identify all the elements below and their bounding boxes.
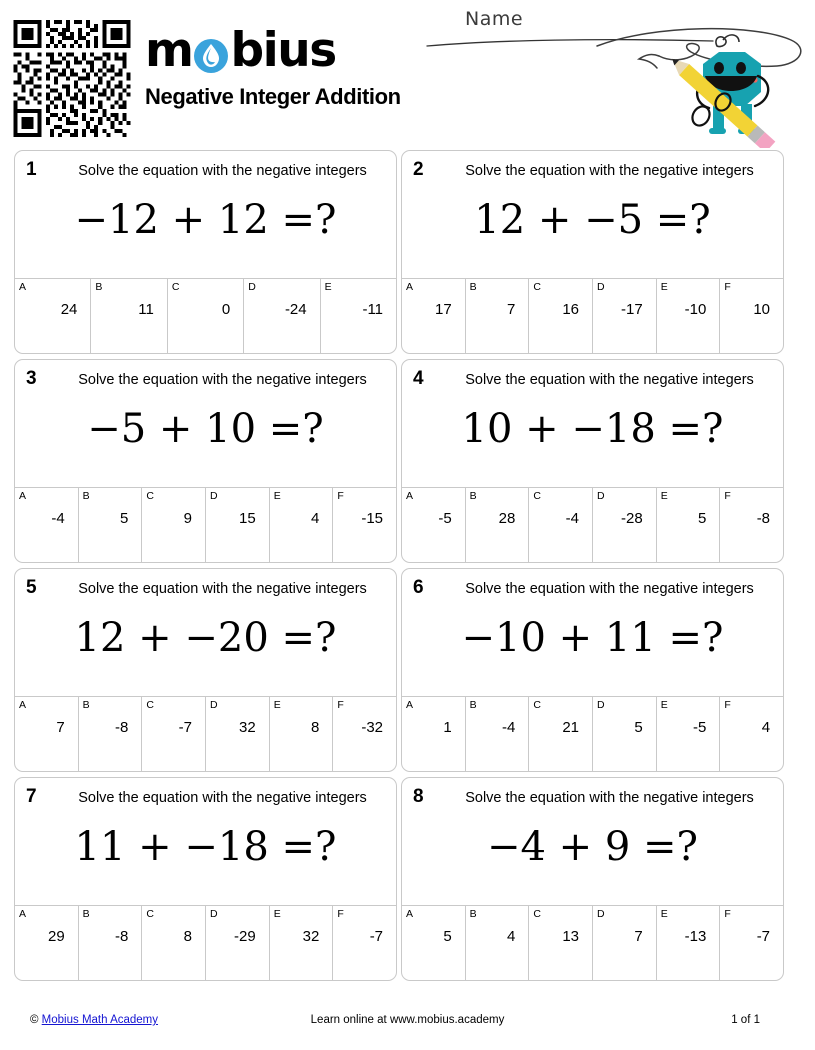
logo-text-post: bius: [230, 22, 336, 78]
answer-option[interactable]: [244, 279, 320, 353]
answer-option[interactable]: [657, 906, 721, 980]
question-card-4[interactable]: [401, 359, 784, 563]
answer-option[interactable]: [529, 488, 593, 562]
question-row: [14, 359, 784, 563]
answer-value: 5: [698, 510, 707, 527]
answer-option[interactable]: [270, 906, 334, 980]
answer-value: 4: [507, 928, 516, 945]
answer-value: -8: [115, 928, 129, 945]
question-card-3[interactable]: [14, 359, 397, 563]
question-body: [15, 360, 396, 488]
answer-letter: F: [337, 490, 344, 502]
question-equation: −5 + 10 =?: [87, 406, 324, 452]
answer-letter: E: [273, 908, 281, 920]
answer-letter: C: [146, 490, 154, 502]
answer-value: -28: [621, 510, 643, 527]
answer-letter: C: [171, 281, 180, 293]
question-equation: 12 + −20 =?: [74, 615, 337, 661]
answer-letter: F: [724, 908, 731, 920]
answer-option[interactable]: [529, 279, 593, 353]
answer-option[interactable]: [529, 906, 593, 980]
answer-option[interactable]: [593, 697, 657, 771]
answer-option[interactable]: [720, 697, 783, 771]
answer-option[interactable]: [142, 697, 206, 771]
qr-code-icon[interactable]: [12, 20, 132, 137]
answer-option[interactable]: [15, 488, 79, 562]
answer-letter: B: [469, 490, 477, 502]
answer-options: [402, 279, 783, 353]
answer-options: [15, 279, 396, 353]
question-row: [14, 777, 784, 981]
answer-option[interactable]: [206, 697, 270, 771]
footer-page-number: 1 of 1: [731, 1014, 760, 1026]
answer-letter: B: [82, 490, 90, 502]
answer-value: 5: [443, 928, 452, 945]
answer-letter: C: [533, 281, 541, 293]
answer-options: [15, 906, 396, 980]
answer-option[interactable]: [593, 906, 657, 980]
answer-letter: D: [210, 908, 218, 920]
answer-value: 9: [183, 510, 193, 527]
answer-letter: A: [19, 490, 27, 502]
answer-option[interactable]: [466, 697, 530, 771]
answer-value: -15: [361, 510, 384, 527]
answer-value: 13: [562, 928, 580, 945]
answer-option[interactable]: [321, 279, 396, 353]
answer-letter: D: [210, 490, 218, 502]
answer-letter: C: [533, 699, 541, 711]
answer-option[interactable]: [402, 488, 466, 562]
answer-letter: F: [724, 699, 731, 711]
answer-option[interactable]: [333, 488, 396, 562]
answer-value: -24: [284, 301, 307, 318]
mascot-icon: [595, 18, 815, 148]
answer-letter: C: [146, 908, 154, 920]
answer-value: -32: [361, 719, 384, 736]
answer-options: [15, 488, 396, 562]
answer-letter: B: [95, 281, 103, 293]
answer-letter: A: [406, 908, 414, 920]
answer-value: 11: [138, 301, 154, 318]
question-prompt: Solve the equation with the negative integers: [465, 790, 754, 806]
question-number: 6: [413, 577, 424, 598]
answer-letter: B: [469, 908, 477, 920]
question-card-2[interactable]: [401, 150, 784, 354]
answer-value: -13: [684, 928, 707, 945]
answer-letter: A: [406, 490, 414, 502]
answer-value: 0: [221, 301, 231, 318]
answer-option[interactable]: [529, 697, 593, 771]
answer-option[interactable]: [270, 488, 334, 562]
answer-value: -11: [362, 301, 384, 318]
answer-option[interactable]: [402, 697, 466, 771]
answer-option[interactable]: [720, 488, 783, 562]
answer-option[interactable]: [15, 697, 79, 771]
question-equation: −12 + 12 =?: [74, 197, 337, 243]
footer-tagline: Learn online at www.mobius.academy: [310, 1014, 505, 1026]
question-body: [15, 569, 396, 697]
question-prompt: Solve the equation with the negative integers: [465, 163, 754, 179]
answer-option[interactable]: [142, 906, 206, 980]
answer-value: -4: [51, 510, 65, 527]
answer-option[interactable]: [720, 906, 783, 980]
page-header: [0, 0, 815, 148]
logo-text-pre: m: [145, 22, 193, 78]
answer-value: 7: [56, 719, 65, 736]
question-prompt: Solve the equation with the negative integers: [78, 163, 367, 179]
answer-letter: A: [406, 281, 414, 293]
answer-option[interactable]: [79, 697, 143, 771]
answer-value: 1: [443, 719, 452, 736]
answer-option[interactable]: [206, 488, 270, 562]
page-footer: [0, 1014, 815, 1038]
answer-value: -10: [684, 301, 707, 318]
question-prompt: Solve the equation with the negative integers: [78, 372, 367, 388]
name-label: Name: [465, 8, 524, 30]
question-equation: −10 + 11 =?: [461, 615, 724, 661]
answer-letter: D: [597, 908, 605, 920]
answer-letter: E: [660, 490, 668, 502]
answer-value: 17: [434, 301, 452, 318]
answer-option[interactable]: [270, 697, 334, 771]
answer-option[interactable]: [402, 279, 466, 353]
answer-letter: E: [660, 908, 668, 920]
question-row: [14, 150, 784, 354]
answer-letter: B: [82, 908, 90, 920]
answer-value: -4: [502, 719, 516, 736]
question-number: 8: [413, 786, 424, 807]
answer-value: 4: [761, 719, 771, 736]
question-equation: 10 + −18 =?: [461, 406, 724, 452]
question-body: [402, 360, 783, 488]
question-prompt: Solve the equation with the negative integers: [78, 790, 367, 806]
question-prompt: Solve the equation with the negative integers: [78, 581, 367, 597]
question-prompt: Solve the equation with the negative integers: [465, 581, 754, 597]
answer-value: 5: [120, 510, 129, 527]
answer-value: 16: [562, 301, 580, 318]
question-card-7[interactable]: [14, 777, 397, 981]
answer-letter: C: [533, 908, 541, 920]
answer-option[interactable]: [168, 279, 244, 353]
question-body: [15, 778, 396, 906]
answer-value: -8: [756, 510, 771, 527]
answer-letter: E: [660, 699, 668, 711]
mobius-math-academy-link[interactable]: Mobius Math Academy: [41, 1014, 159, 1026]
question-number: 4: [413, 368, 424, 389]
question-body: [15, 151, 396, 279]
answer-option[interactable]: [466, 279, 530, 353]
answer-letter: E: [273, 490, 281, 502]
question-card-1[interactable]: [14, 150, 397, 354]
answer-letter: C: [146, 699, 154, 711]
answer-value: 10: [753, 301, 771, 318]
answer-letter: F: [724, 490, 731, 502]
answer-letter: A: [406, 699, 414, 711]
answer-letter: F: [337, 699, 344, 711]
answer-option[interactable]: [466, 488, 530, 562]
question-number: 1: [26, 159, 37, 180]
answer-letter: A: [19, 908, 27, 920]
answer-option[interactable]: [91, 279, 167, 353]
answer-value: -4: [565, 510, 580, 527]
answer-value: 7: [634, 928, 643, 945]
answer-letter: D: [597, 490, 605, 502]
answer-option[interactable]: [466, 906, 530, 980]
question-number: 7: [26, 786, 37, 807]
answer-value: 21: [562, 719, 580, 736]
question-equation: −4 + 9 =?: [486, 824, 699, 870]
answer-option[interactable]: [720, 279, 783, 353]
answer-option[interactable]: [657, 697, 721, 771]
answer-option[interactable]: [333, 697, 396, 771]
answer-options: [15, 697, 396, 771]
answer-letter: D: [597, 699, 605, 711]
answer-letter: A: [19, 699, 27, 711]
answer-option[interactable]: [15, 279, 91, 353]
answer-option[interactable]: [79, 488, 143, 562]
question-equation: 11 + −18 =?: [74, 824, 337, 870]
question-row: [14, 568, 784, 772]
answer-letter: E: [324, 281, 332, 293]
answer-value: 24: [60, 301, 78, 318]
question-body: [402, 778, 783, 906]
question-equation: 12 + −5 =?: [474, 197, 711, 243]
answer-letter: B: [469, 699, 477, 711]
answer-value: -17: [621, 301, 643, 318]
answer-value: 28: [498, 510, 516, 527]
answer-value: -7: [756, 928, 771, 945]
answer-option[interactable]: [333, 906, 396, 980]
answer-option[interactable]: [657, 488, 721, 562]
question-grid: [14, 150, 784, 986]
answer-value: 8: [311, 719, 320, 736]
answer-letter: D: [248, 281, 256, 293]
question-body: [402, 151, 783, 279]
answer-letter: F: [337, 908, 344, 920]
answer-value: 8: [183, 928, 193, 945]
answer-letter: E: [273, 699, 281, 711]
answer-value: -7: [178, 719, 193, 736]
answer-options: [402, 488, 783, 562]
answer-letter: F: [724, 281, 731, 293]
answer-option[interactable]: [657, 279, 721, 353]
answer-option[interactable]: [79, 906, 143, 980]
question-prompt: Solve the equation with the negative integers: [465, 372, 754, 388]
copyright-symbol: ©: [30, 1014, 42, 1026]
question-number: 2: [413, 159, 424, 180]
question-number: 3: [26, 368, 37, 389]
answer-option[interactable]: [593, 279, 657, 353]
answer-value: -29: [234, 928, 256, 945]
answer-letter: B: [82, 699, 90, 711]
question-number: 5: [26, 577, 37, 598]
answer-value: -7: [369, 928, 384, 945]
answer-option[interactable]: [402, 906, 466, 980]
answer-value: 7: [507, 301, 516, 318]
answer-value: 29: [47, 928, 65, 945]
answer-letter: B: [469, 281, 477, 293]
answer-value: 4: [311, 510, 320, 527]
answer-value: -5: [693, 719, 707, 736]
question-card-8[interactable]: [401, 777, 784, 981]
worksheet-title: Negative Integer Addition: [145, 84, 401, 109]
question-card-6[interactable]: [401, 568, 784, 772]
question-card-5[interactable]: [14, 568, 397, 772]
answer-letter: D: [210, 699, 218, 711]
answer-value: 5: [634, 719, 643, 736]
answer-options: [402, 697, 783, 771]
logo-droplet-icon: [193, 35, 229, 71]
answer-option[interactable]: [206, 906, 270, 980]
question-body: [402, 569, 783, 697]
answer-options: [402, 906, 783, 980]
answer-option[interactable]: [15, 906, 79, 980]
answer-value: 32: [239, 719, 256, 736]
answer-value: -8: [115, 719, 129, 736]
answer-letter: D: [597, 281, 605, 293]
answer-option[interactable]: [593, 488, 657, 562]
answer-value: 32: [302, 928, 320, 945]
answer-option[interactable]: [142, 488, 206, 562]
answer-letter: C: [533, 490, 541, 502]
answer-letter: E: [660, 281, 668, 293]
answer-value: 15: [239, 510, 256, 527]
answer-value: -5: [438, 510, 452, 527]
answer-letter: A: [19, 281, 27, 293]
